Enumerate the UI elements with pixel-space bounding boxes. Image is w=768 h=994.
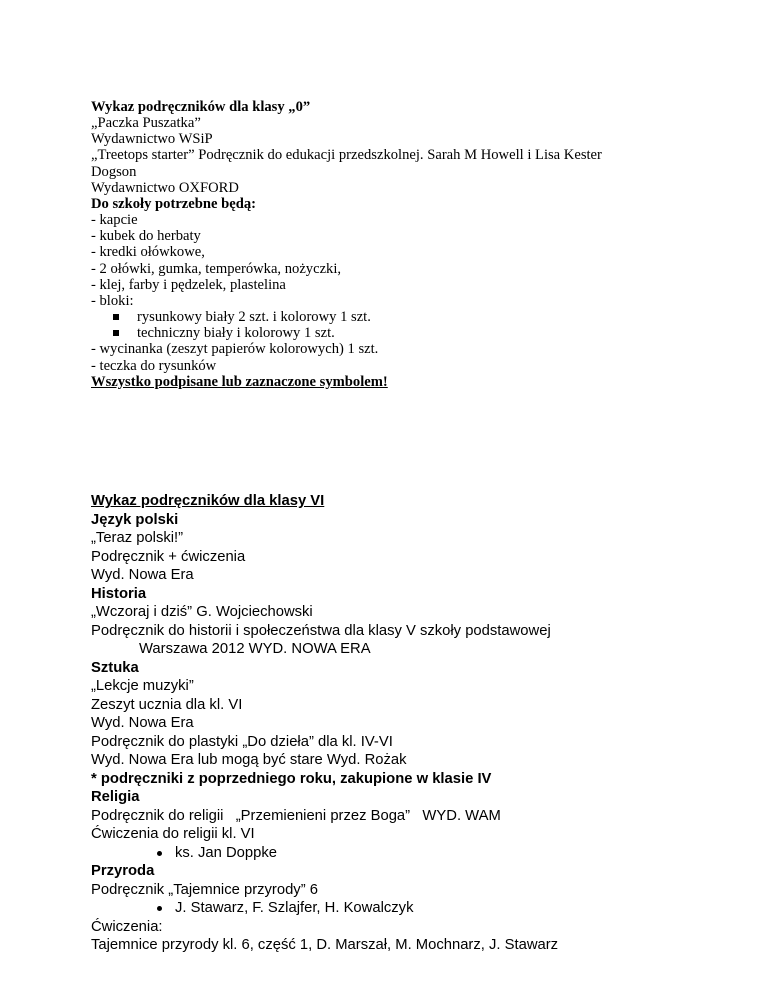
list-item: - kubek do herbaty — [91, 228, 201, 245]
polski-line: „Teraz polski!” — [91, 530, 184, 546]
historia-line: Podręcznik do historii i społeczeństwa dla klasy V szkoły podstawowej — [91, 622, 551, 639]
list-item: - bloki: — [91, 292, 134, 309]
bullet-icon — [157, 851, 162, 856]
sztuka-line: „Lekcje muzyki” — [91, 678, 194, 694]
sztuka-note: * podręczniki z poprzedniego roku, zakupione w klasie IV — [91, 770, 492, 787]
klasa0-footer: Wszystko podpisane lub zaznaczone symbolem! — [91, 373, 388, 390]
list-item: - klej, farby i pędzelek, plastelina — [91, 276, 286, 293]
religia-author: ks. Jan Doppke — [175, 844, 277, 861]
subject-heading-religia: Religia — [91, 789, 140, 805]
przyroda-line: Podręcznik „Tajemnice przyrody” 6 — [91, 881, 318, 898]
historia-line: „Wczoraj i dziś” G. Wojciechowski — [91, 604, 313, 620]
sztuka-line: Zeszyt ucznia dla kl. VI — [91, 696, 243, 713]
section-klasa-0 — [91, 99, 691, 390]
przyroda-line: Tajemnice przyrody kl. 6, część 1, D. Marszał, M. Mochnarz, J. Stawarz — [91, 937, 559, 953]
list-item: - teczka do rysunków — [91, 357, 217, 374]
klasa0-book1-title: „Paczka Puszatka” — [91, 115, 201, 132]
przyroda-authors-item — [91, 899, 711, 918]
block-item-label: techniczny biały i kolorowy 1 szt. — [137, 325, 335, 342]
klasa6-title: Wykaz podręczników dla klasy VI — [91, 493, 325, 509]
klasa0-book1-publisher: Wydawnictwo WSiP — [91, 131, 213, 148]
subject-heading-przyroda: Przyroda — [91, 863, 155, 879]
block-item — [91, 325, 691, 341]
klasa0-title: Wykaz podręczników dla klasy „0” — [91, 99, 311, 115]
historia-line: Warszawa 2012 WYD. NOWA ERA — [139, 641, 371, 657]
section-klasa-6 — [91, 492, 711, 955]
list-item: - wycinanka (zeszyt papierów kolorowych) 1 szt. — [91, 341, 379, 358]
religia-author-item — [91, 844, 711, 863]
religia-line: Podręcznik do religii „Przemienieni przez Boga” WYD. WAM — [91, 807, 501, 824]
square-bullet-icon — [113, 330, 119, 336]
list-item: - kapcie — [91, 212, 138, 229]
subject-heading-polski: Język polski — [91, 511, 179, 528]
klasa0-needs-heading: Do szkoły potrzebne będą: — [91, 195, 256, 212]
klasa0-book2-line1: „Treetops starter” Podręcznik do edukacji przedszkolnej. Sarah M Howell i Lisa Kester — [91, 147, 602, 164]
bullet-icon — [157, 906, 162, 911]
klasa0-book2-publisher: Wydawnictwo OXFORD — [91, 179, 239, 196]
klasa0-book2-line2: Dogson — [91, 163, 137, 180]
sztuka-line: Wyd. Nowa Era lub mogą być stare Wyd. Rożak — [91, 752, 407, 768]
subject-heading-historia: Historia — [91, 585, 147, 602]
sztuka-line: Wyd. Nowa Era — [91, 715, 194, 731]
sztuka-line: Podręcznik do plastyki „Do dzieła” dla kl. IV-VI — [91, 733, 393, 750]
list-item: - kredki ołówkowe, — [91, 244, 205, 261]
list-item: - 2 ołówki, gumka, temperówka, nożyczki, — [91, 260, 342, 277]
polski-line: Wyd. Nowa Era — [91, 567, 194, 583]
subject-heading-sztuka: Sztuka — [91, 659, 139, 676]
przyroda-line: Ćwiczenia: — [91, 918, 163, 935]
przyroda-authors: J. Stawarz, F. Szlajfer, H. Kowalczyk — [175, 900, 414, 916]
block-item — [91, 309, 691, 325]
block-item-label: rysunkowy biały 2 szt. i kolorowy 1 szt. — [137, 309, 371, 326]
religia-line: Ćwiczenia do religii kl. VI — [91, 826, 255, 842]
square-bullet-icon — [113, 314, 119, 320]
polski-line: Podręcznik + ćwiczenia — [91, 548, 246, 565]
